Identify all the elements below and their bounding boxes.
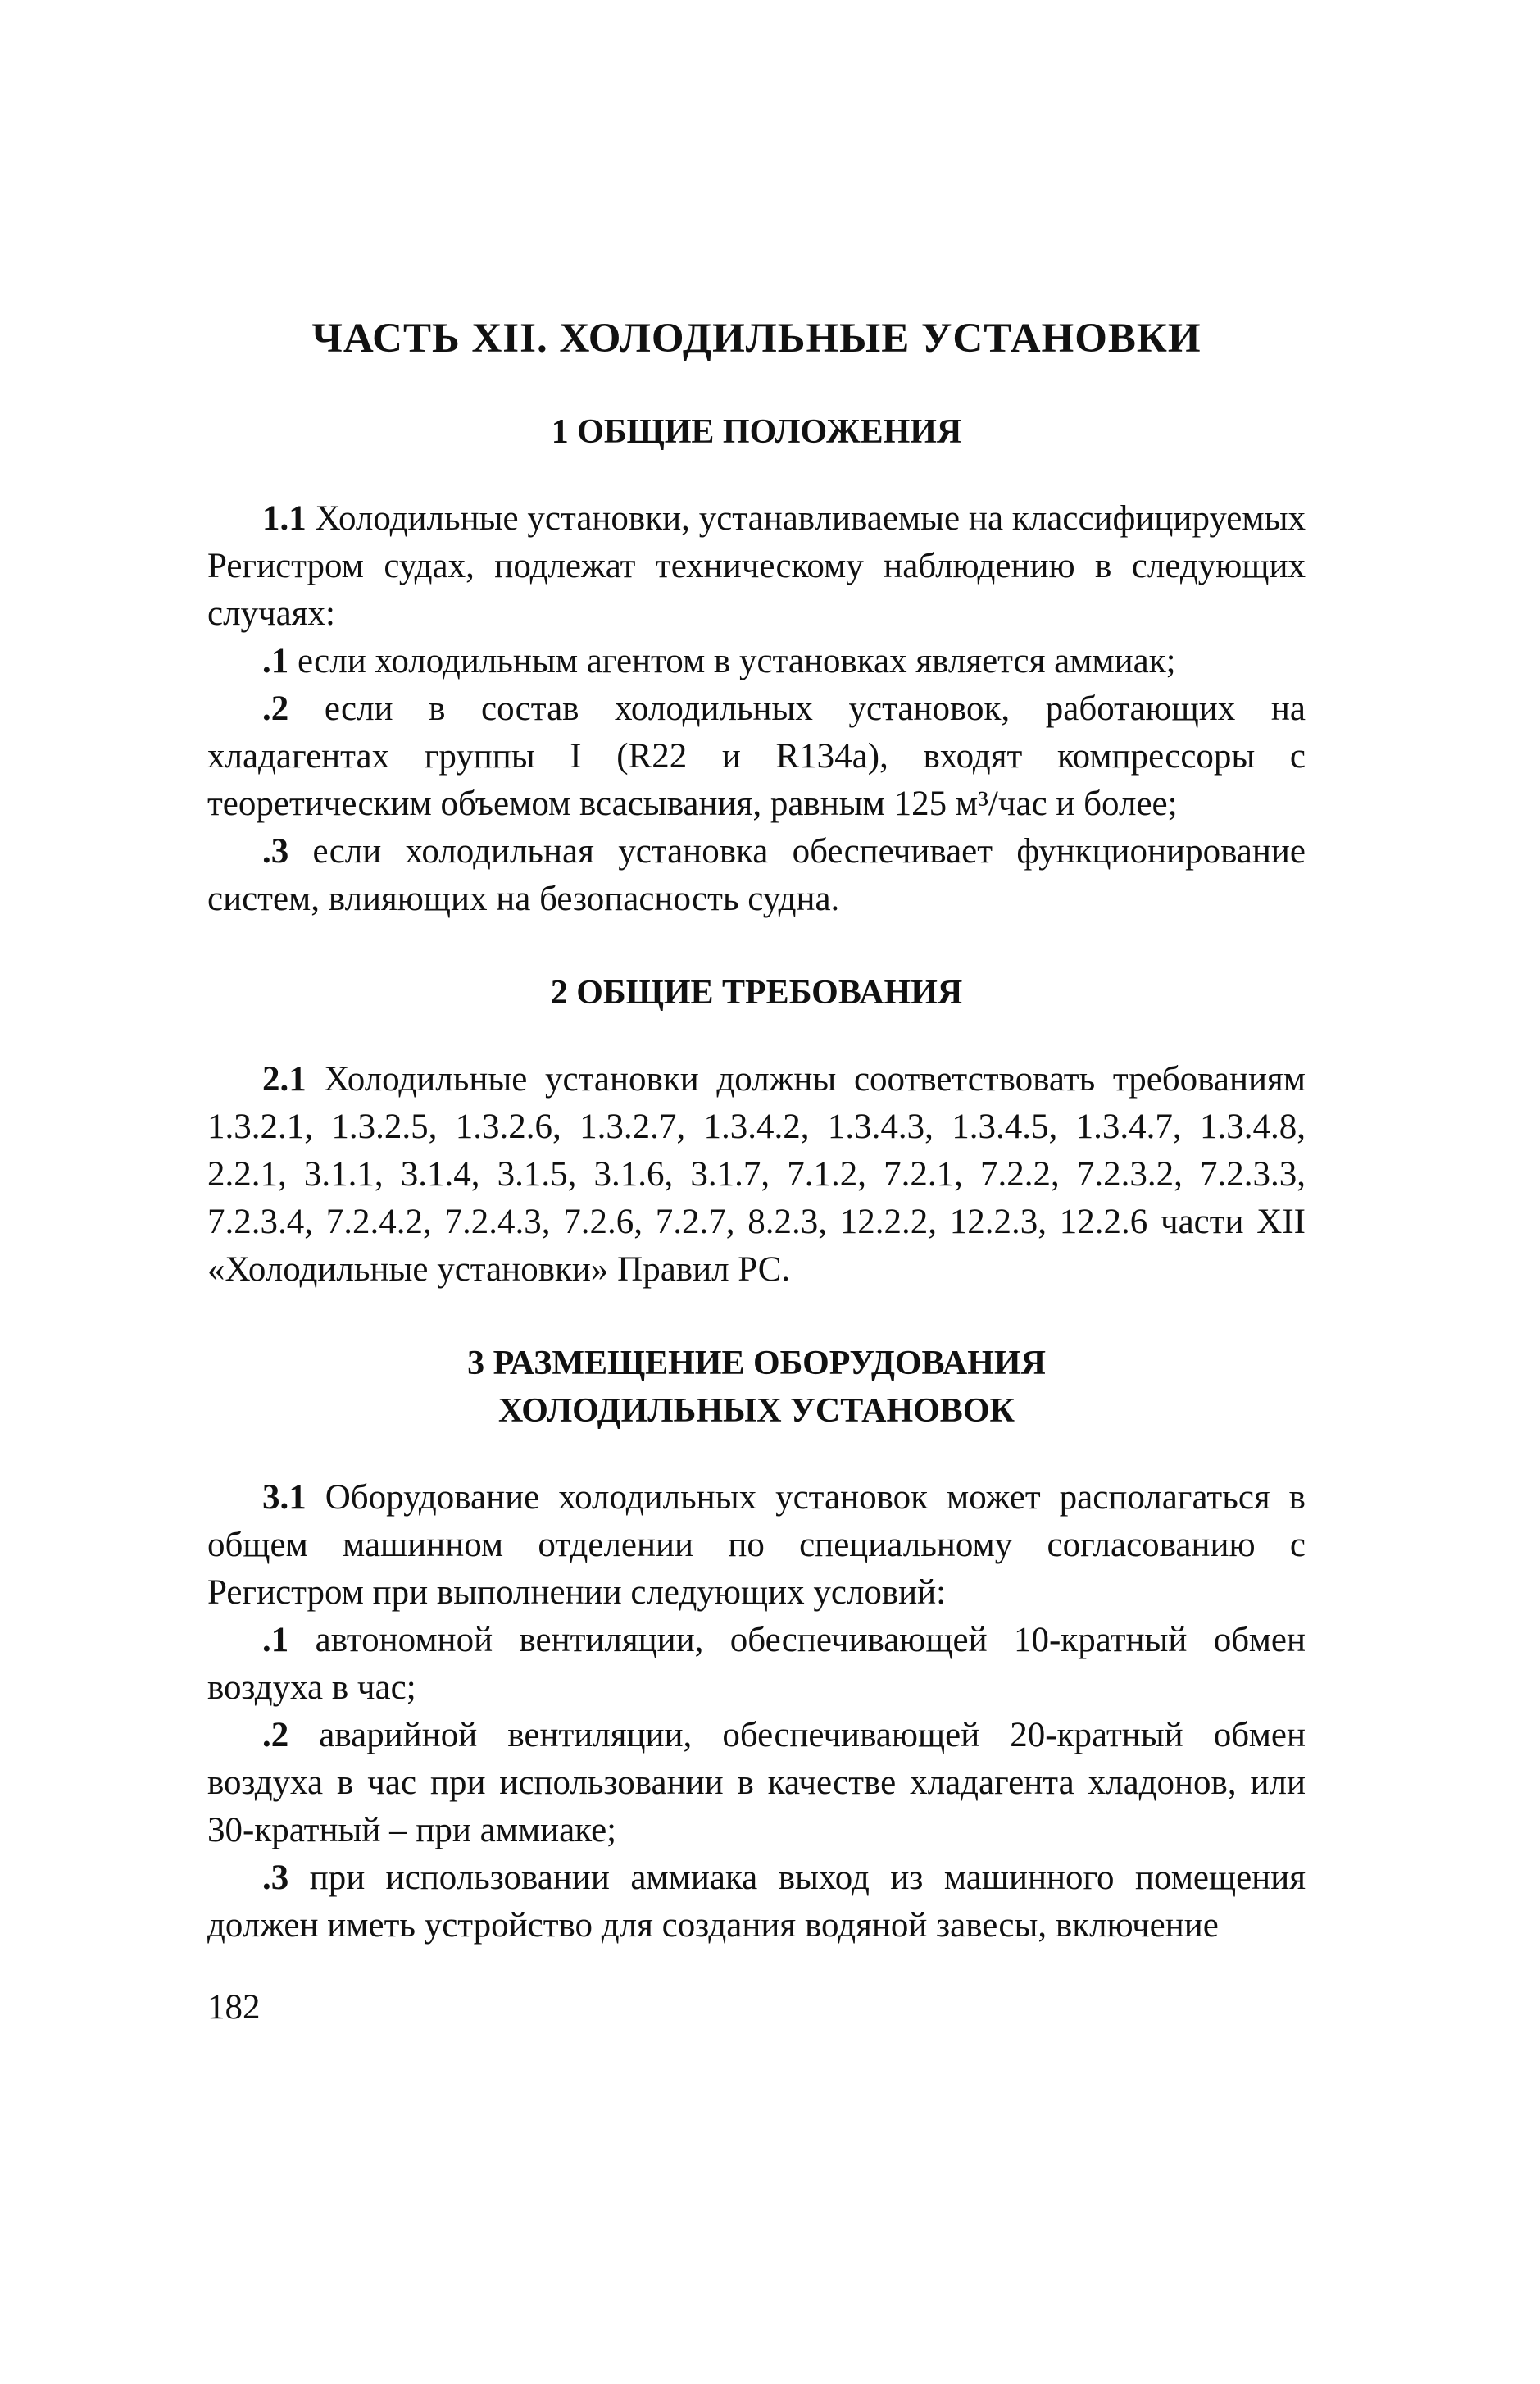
list-item: [207, 638, 1306, 685]
item-text: если холодильным агентом в установках является аммиак;: [288, 642, 1176, 680]
part-title: ЧАСТЬ XII. ХОЛОДИЛЬНЫЕ УСТАНОВКИ: [311, 316, 1202, 362]
section-3-title-line-2: ХОЛОДИЛЬНЫХ УСТАНОВОК: [498, 1392, 1015, 1430]
section-2-title: 2 ОБЩИЕ ТРЕБОВАНИЯ: [550, 974, 963, 1012]
item-number: .2: [262, 1716, 289, 1754]
section-1-title: 1 ОБЩИЕ ПОЛОЖЕНИЯ: [551, 413, 962, 451]
paragraph-1-1: [207, 495, 1306, 638]
item-text: автономной вентиляции, обеспечивающей 10-кратный обмен воздуха в час;: [207, 1621, 1306, 1707]
paragraph-2-1: [207, 1056, 1306, 1294]
item-text: аварийной вентиляции, обеспечивающей 20-кратный обмен воздуха в час при использовании в качестве хладагента хладонов, или 30-кратный – при аммиаке;: [207, 1716, 1306, 1849]
item-text: при использовании аммиака выход из машинного помещения должен иметь устройство для создания водяной завесы, включение: [207, 1859, 1306, 1945]
list-item: [207, 1617, 1306, 1712]
paragraph-number: 1.1: [262, 499, 307, 538]
paragraph-text: Холодильные установки должны соответствовать требованиям 1.3.2.1, 1.3.2.5, 1.3.2.6, 1.3.2.7, 1.3.4.2, 1.3.4.3, 1.3.4.5, 1.3.4.7, 1.3.4.8, 2.2.1, 3.1.1, 3.1.4, 3.1.5, 3.1.6, 3.1.7, 7.1.2, 7.2.1, 7.2.2, 7.2.3.2, 7.2.3.3, 7.2.3.4, 7.2.4.2, 7.2.4.3, 7.2.6, 7.2.7, 8.2.3, 12.2.2, 12.2.3, 12.2.6 части XII «Холодильные установки» Правил РС.: [207, 1060, 1306, 1289]
paragraph-3-1: [207, 1474, 1306, 1617]
list-item: [207, 685, 1306, 828]
page-number: 182: [207, 1988, 261, 2027]
item-number: .3: [262, 832, 289, 871]
paragraph-text: Оборудование холодильных установок может располагаться в общем машинном отделении по специальному согласованию с Регистром при выполнении следующих условий:: [207, 1478, 1306, 1612]
paragraph-number: 2.1: [262, 1060, 307, 1099]
list-item: [207, 1712, 1306, 1854]
item-text: если в состав холодильных установок, работающих на хладагентах группы I (R22 и R134a), входят компрессоры с теоретическим объемом всасывания, равным 125 м³/час и более;: [207, 689, 1306, 823]
list-item: [207, 828, 1306, 923]
item-number: .3: [262, 1859, 289, 1897]
list-item: [207, 1854, 1306, 1950]
paragraph-number: 3.1: [262, 1478, 307, 1517]
item-text: если холодильная установка обеспечивает функционирование систем, влияющих на безопасность судна.: [207, 832, 1306, 918]
page-content: [207, 312, 1306, 1950]
section-3-title-line-1: 3 РАЗМЕЩЕНИЕ ОБОРУДОВАНИЯ: [467, 1344, 1046, 1382]
item-number: .2: [262, 689, 289, 728]
section-3-title: [207, 1340, 1306, 1435]
paragraph-text: Холодильные установки, устанавливаемые на классифицируемых Регистром судах, подлежат техническому наблюдению в следующих случаях:: [207, 499, 1306, 633]
item-number: .1: [262, 1621, 289, 1659]
item-number: .1: [262, 642, 289, 680]
